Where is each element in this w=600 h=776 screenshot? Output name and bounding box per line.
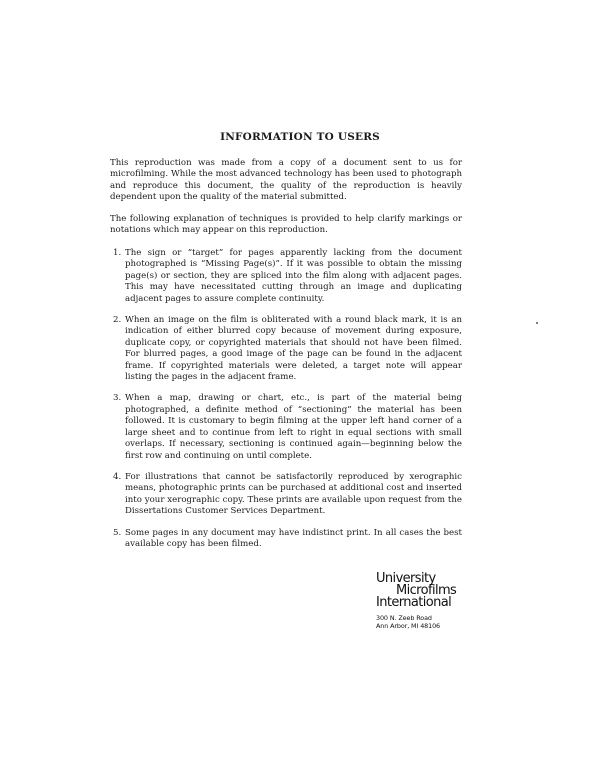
logo-line-university: University	[376, 571, 436, 586]
list-item-text: When a map, drawing or chart, etc., is part of the material being photographed, a definite method of “sectioning” the material has been followed. It is customary to begin filming at the upper left hand corner of a large sheet and to continue from left to right in equal sections with small overlaps. If necessary, sectioning is continued again—beginning below the first row and continuing on until complete.	[125, 393, 462, 461]
list-item-text: The sign or “target” for pages apparently lacking from the document photographed is “Missing Page(s)”. If it was possible to obtain the missing page(s) or section, they are spliced into the film along with adjacent pages. This may have necessitated cutting through an image and duplicating adjacent pages to assure complete continuity.	[125, 248, 462, 304]
intro-paragraph: This reproduction was made from a copy of a document sent to us for microfilming. While the most advanced technology has been used to photograph and reproduce this document, the quality of the reproduction is heavily dependent upon the quality of the material submitted.	[110, 158, 462, 203]
address-street: 300 N. Zeeb Road	[376, 614, 432, 622]
logo-line-international: International	[376, 595, 452, 610]
list-item-number: 5.	[113, 527, 122, 538]
logo-line-microfilms: Microfilms	[396, 583, 457, 598]
page-title: INFORMATION TO USERS	[220, 131, 380, 143]
technique-list	[113, 248, 462, 560]
list-item-text: Some pages in any document may have indistinct print. In all cases the best available copy has been filmed.	[125, 527, 462, 549]
list-item-number: 3.	[113, 393, 122, 404]
list-item-number: 2.	[113, 315, 122, 326]
explanation-paragraph: The following explanation of techniques is provided to help clarify markings or notations which may appear on this reproduction.	[110, 214, 462, 236]
list-item-text: For illustrations that cannot be satisfactorily reproduced by xerographic means, photographic prints can be purchased at additional cost and inserted into your xerographic copy. These prints are available upon request from the Dissertations Customer Services Department.	[125, 471, 462, 517]
scan-speck	[536, 322, 538, 324]
list-item-number: 1.	[113, 248, 122, 258]
list-item-text: When an image on the film is obliterated with a round black mark, it is an indication of either blurred copy because of movement during exposure, duplicate copy, or copyrighted materials that should not have been filmed. For blurred pages, a good image of the page can be found in the adjacent frame. If copyrighted materials were deleted, a target note will appear listing the pages in the adjacent frame.	[125, 315, 462, 383]
publisher-address	[376, 615, 456, 630]
list-item	[113, 472, 462, 518]
publisher-logo	[376, 573, 456, 630]
list-item	[113, 315, 462, 383]
list-item	[113, 528, 462, 551]
address-city: Ann Arbor, MI 48106	[376, 621, 441, 630]
list-item	[113, 248, 462, 305]
list-item	[113, 393, 462, 461]
list-item-number: 4.	[113, 471, 122, 482]
